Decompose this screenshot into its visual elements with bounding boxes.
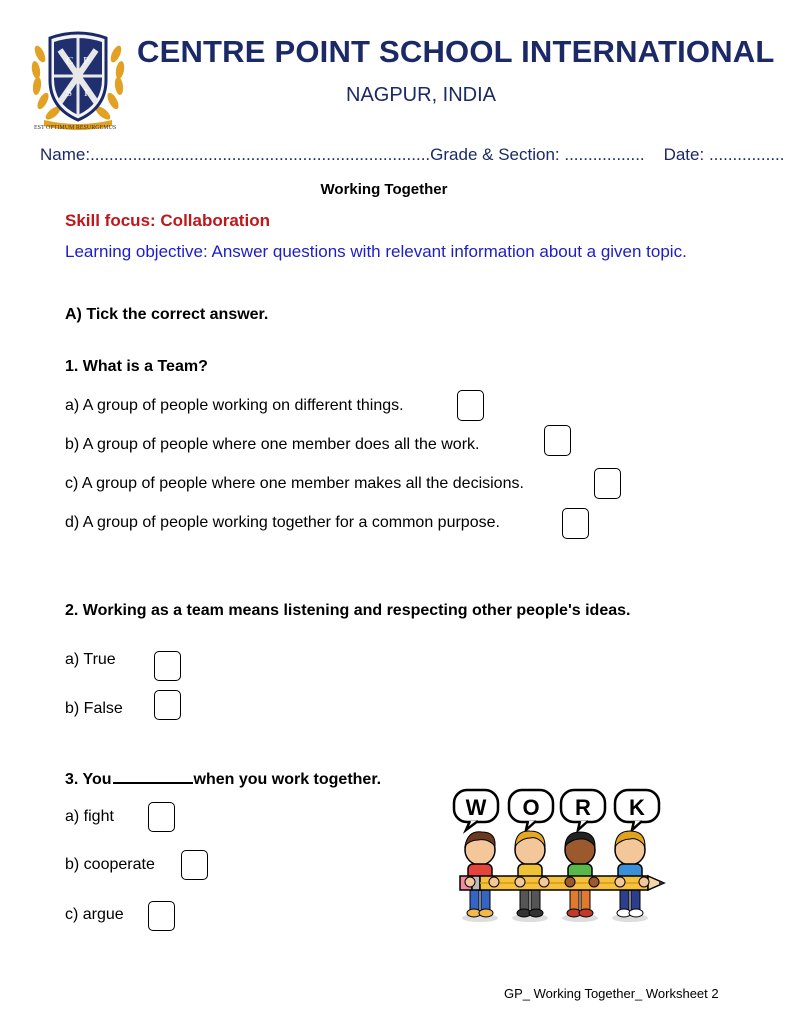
footer-label: GP_ Working Together_ Worksheet 2 xyxy=(504,986,719,1001)
q3-option-b: b) cooperate xyxy=(65,856,155,873)
q1-option-a: a) A group of people working on different things. xyxy=(65,397,404,414)
name-label: Name: xyxy=(40,145,91,164)
q3-question-start: 3. You xyxy=(65,771,112,788)
q2-option-b: b) False xyxy=(65,700,123,717)
school-name: CENTRE POINT SCHOOL INTERNATIONAL xyxy=(137,34,775,69)
q1-question: 1. What is a Team? xyxy=(65,358,208,375)
q3-option-c: c) argue xyxy=(65,906,124,923)
q3-question xyxy=(65,768,381,789)
objective-label: Learning objective xyxy=(65,242,203,261)
learning-objective xyxy=(65,242,687,262)
q3-answer-blank[interactable] xyxy=(113,768,193,784)
q1-option-d-checkbox[interactable] xyxy=(562,508,589,539)
q1-option-d: d) A group of people working together for a common purpose. xyxy=(65,514,500,531)
crest-letter: C xyxy=(66,55,74,67)
skill-focus: Skill focus: Collaboration xyxy=(65,211,270,230)
school-motto: EST OPTIMUM RESURGEMUS xyxy=(34,125,117,131)
student-info-line xyxy=(40,145,785,165)
bubble-letter: W xyxy=(465,795,487,820)
school-city: NAGPUR, INDIA xyxy=(346,84,497,106)
q3-option-b-checkbox[interactable] xyxy=(181,850,208,880)
date-label: Date: xyxy=(663,145,705,164)
bubble-letter: O xyxy=(522,795,540,820)
school-crest xyxy=(26,24,130,130)
date-field[interactable]: ................ xyxy=(708,145,785,164)
teamwork-illustration xyxy=(448,786,674,926)
q3-option-c-checkbox[interactable] xyxy=(148,901,175,931)
q3-option-a: a) fight xyxy=(65,808,114,825)
section-a-heading: A) Tick the correct answer. xyxy=(65,306,269,323)
q1-option-b: b) A group of people where one member does all the work. xyxy=(65,436,480,453)
bubble-letter: K xyxy=(629,795,645,820)
grade-field[interactable]: ................. xyxy=(564,145,645,164)
q3-question-end: when you work together. xyxy=(193,771,382,788)
q2-option-b-checkbox[interactable] xyxy=(154,690,181,720)
crest-letter: S xyxy=(66,87,73,99)
q1-option-b-checkbox[interactable] xyxy=(544,425,571,456)
q2-question: 2. Working as a team means listening and respecting other people's ideas. xyxy=(65,602,631,619)
crest-letter: I xyxy=(84,87,88,99)
grade-label: Grade & Section: xyxy=(430,145,560,164)
q2-option-a-checkbox[interactable] xyxy=(154,651,181,681)
q1-option-c-checkbox[interactable] xyxy=(594,468,621,499)
q1-option-c: c) A group of people where one member makes all the decisions. xyxy=(65,475,524,492)
q1-option-a-checkbox[interactable] xyxy=(457,390,484,421)
q3-option-a-checkbox[interactable] xyxy=(148,802,175,832)
name-field[interactable]: ........................................................................ xyxy=(90,145,431,164)
objective-text: : Answer questions with relevant information about a given topic. xyxy=(202,242,687,261)
worksheet-title: Working Together xyxy=(320,181,448,198)
q2-option-a: a) True xyxy=(65,651,116,668)
crest-letter: P xyxy=(83,55,90,67)
bubble-letter: R xyxy=(575,795,591,820)
